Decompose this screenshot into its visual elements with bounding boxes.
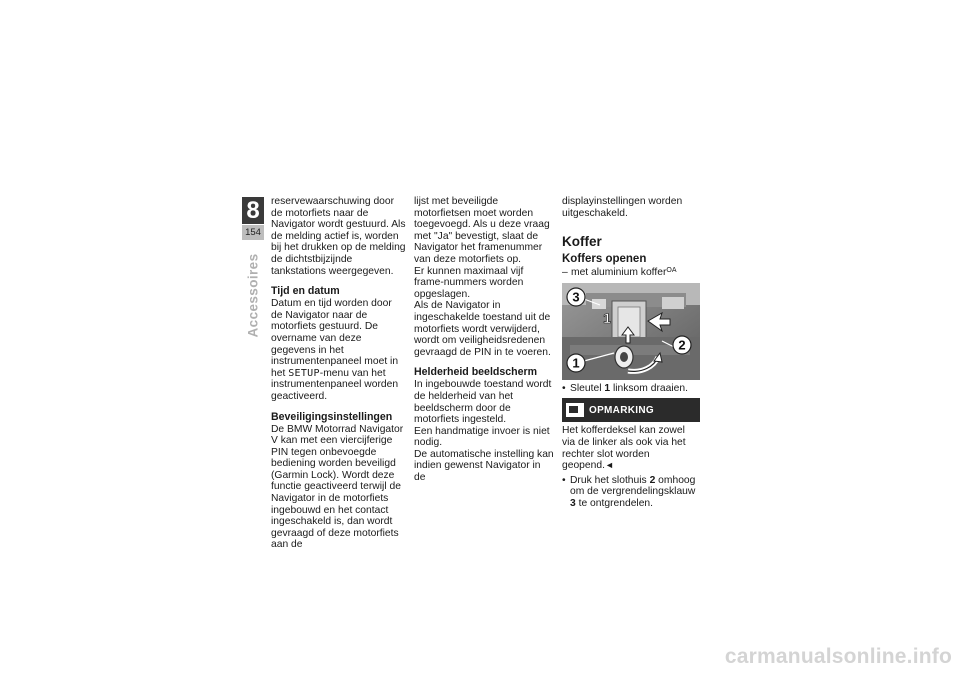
ref-number: 3	[570, 497, 576, 509]
paragraph: In ingebouwde toestand wordt de helderheid van het beeldscherm door de motorfiets ingesteld.	[414, 379, 552, 426]
bullet-item	[562, 475, 700, 510]
text: linksom draaien.	[610, 382, 688, 394]
ref-number: 1	[604, 382, 611, 394]
note-header	[562, 398, 700, 422]
option-line	[562, 267, 700, 279]
dash: –	[562, 267, 568, 279]
column-2	[414, 196, 554, 484]
paragraph: De BMW Motorrad Navigator V kan met een viercijferige PIN tegen onbevoegde bediening worden beveiligd (Garmin Lock). Wordt deze functie geactiveerd terwijl de Navigator in de motorfiets ingebouwd en het contact ingeschakeld is, dan wordt gevraagd of deze motorfiets aan de	[271, 423, 404, 551]
paragraph: Er kunnen maximaal vijf frame-nummers worden opgeslagen.	[414, 265, 524, 300]
note-text	[562, 425, 700, 471]
chapter-number: 8	[242, 197, 264, 224]
photo-label-3: 3	[572, 289, 580, 305]
photo-label-2: 2	[678, 337, 686, 353]
heading-helderheid: Helderheid beeldscherm	[414, 366, 538, 379]
heading-koffer: Koffer	[562, 234, 602, 250]
note-label: OPMARKING	[589, 404, 654, 416]
bullet-dot: •	[562, 474, 566, 486]
bullet-item	[562, 383, 700, 395]
paragraph: lijst met beveiligde motorfietsen moet worden toegevoegd. Als u deze vraag met "Ja" bevestigt, slaat de Navigator het framenummer van deze motorfiets op.	[414, 196, 550, 265]
watermark: carmanualsonline.info	[724, 645, 952, 668]
bullet-dot: •	[562, 382, 566, 394]
paragraph: Een handmatige invoer is niet nodig.	[414, 425, 550, 449]
text: te ontgrendelen.	[575, 497, 654, 509]
setup-code: SETUP	[288, 367, 320, 379]
text: Het kofferdeksel kan zowel via de linker als ook via het rechter slot worden geopend.	[562, 425, 686, 472]
paragraph: displayinstellingen worden uitgeschakeld.	[562, 196, 683, 219]
text: Druk het slothuis	[570, 474, 650, 486]
paragraph: De automatische instelling kan indien gewenst Navigator in de	[414, 448, 554, 484]
photo-label-1a: 1	[603, 309, 611, 326]
text: Datum en tijd worden door de Navigator naar de motorfiets gestuurd. De overname van deze gegevens in het instrumentenpaneel moet in het	[271, 298, 399, 379]
option-code: OA	[666, 267, 677, 275]
paragraph: Als de Navigator in ingeschakelde toestand uit de motorfiets wordt verwijderd, wordt om veiligheidsredenen gevraagd de PIN in te voeren.	[414, 300, 551, 358]
bullet-text	[570, 475, 700, 510]
page-number: 154	[242, 225, 264, 240]
text: -menu van het instrumentenpaneel worden geactiveerd.	[271, 367, 399, 402]
case-lock-photo	[562, 283, 700, 380]
photo-label-1: 1	[572, 355, 580, 371]
paragraph: reservewaarschuwing door de motorfiets naar de Navigator wordt gestuurd. Als de melding actief is, worden bij het drukken op de melding de dichtstbijzijnde tankstations weergegeven.	[271, 196, 406, 277]
text: omhoog om de vergrendelingsklauw	[570, 474, 696, 498]
bullet-text	[570, 383, 688, 395]
section-title-text: Accessoires	[245, 253, 261, 338]
option-text	[571, 267, 677, 279]
heading-beveiliging: Beveiligingsinstellingen	[271, 410, 393, 423]
text: met aluminium koffer	[571, 267, 667, 279]
case-lock-illustration	[562, 283, 700, 380]
heading-tijd-datum: Tijd en datum	[271, 285, 340, 298]
heading-koffers-openen: Koffers openen	[562, 253, 647, 266]
note-icon	[566, 403, 584, 417]
paragraph	[271, 298, 406, 402]
end-mark-icon: ◄	[604, 460, 614, 471]
column-3	[562, 196, 700, 510]
section-title	[243, 248, 263, 348]
ref-number: 2	[649, 474, 656, 486]
column-1	[271, 196, 406, 551]
text: Sleutel	[570, 382, 605, 394]
